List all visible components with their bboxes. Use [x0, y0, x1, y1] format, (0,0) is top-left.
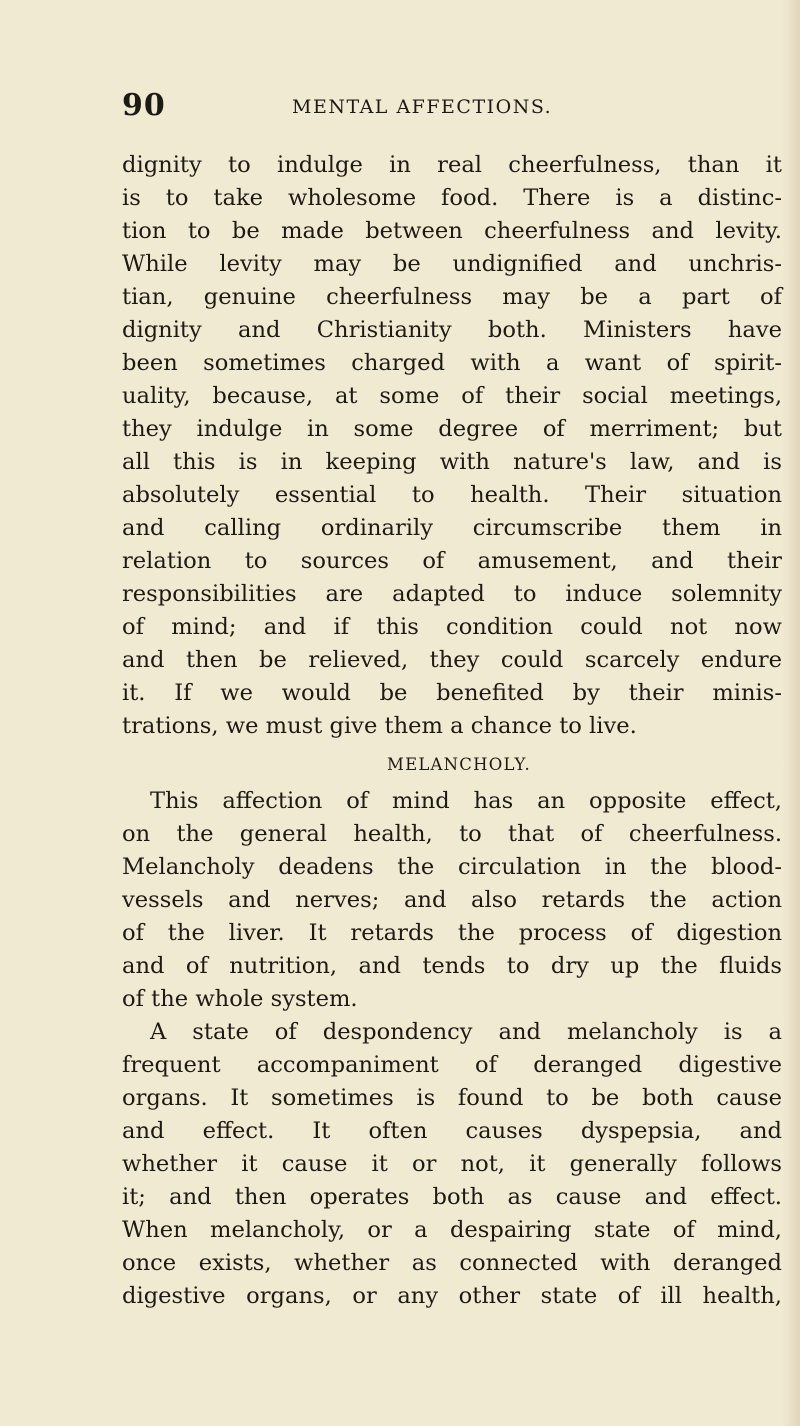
paragraph-cheerfulness: [122, 149, 782, 743]
running-head: [122, 88, 782, 128]
text-line: dignity and Christianity both. Ministers have: [122, 317, 782, 343]
text-line: of the liver. It retards the process of digestion: [122, 920, 782, 946]
running-title: MENTAL AFFECTIONS.: [292, 96, 553, 118]
text-line: and calling ordinarily circumscribe them in: [122, 515, 782, 541]
text-line: organs. It sometimes is found to be both cause: [122, 1085, 782, 1111]
text-line: frequent accompaniment of deranged digestive: [122, 1052, 782, 1078]
text-line: dignity to indulge in real cheerfulness, than it: [122, 152, 782, 178]
page-number: 90: [122, 88, 166, 123]
text-line: it. If we would be benefited by their minis-: [122, 680, 782, 706]
text-line: and effect. It often causes dyspepsia, and: [122, 1118, 782, 1144]
text-line: absolutely essential to health. Their situation: [122, 482, 782, 508]
section-heading: MELANCHOLY.: [387, 755, 531, 774]
text-line: digestive organs, or any other state of ill health,: [122, 1283, 782, 1309]
text-line: vessels and nerves; and also retards the action: [122, 887, 782, 913]
text-line: tian, genuine cheerfulness may be a part of: [122, 284, 782, 310]
text-line: Melancholy deadens the circulation in the blood-: [122, 854, 782, 880]
text-line: relation to sources of amusement, and their: [122, 548, 782, 574]
text-line: trations, we must give them a chance to live.: [122, 713, 637, 739]
text-line: on the general health, to that of cheerfulness.: [122, 821, 782, 847]
text-line: whether it cause it or not, it generally follows: [122, 1151, 782, 1177]
text-line: been sometimes charged with a want of spirit-: [122, 350, 782, 376]
text-line: it; and then operates both as cause and effect.: [122, 1184, 782, 1210]
text-line: A state of despondency and melancholy is a: [150, 1019, 782, 1045]
body-text: [122, 149, 782, 1313]
text-line: and of nutrition, and tends to dry up the fluids: [122, 953, 782, 979]
paragraph-despondency: [122, 1016, 782, 1313]
text-line: of mind; and if this condition could not now: [122, 614, 782, 640]
text-line: uality, because, at some of their social meetings,: [122, 383, 782, 409]
text-line: While levity may be undignified and unchris-: [122, 251, 782, 277]
text-line: tion to be made between cheerfulness and levity.: [122, 218, 782, 244]
text-line: of the whole system.: [122, 986, 358, 1012]
page-edge-shadow: [782, 0, 800, 1426]
text-line: responsibilities are adapted to induce solemnity: [122, 581, 782, 607]
text-line: is to take wholesome food. There is a distinc-: [122, 185, 782, 211]
text-line: all this is in keeping with nature's law, and is: [122, 449, 782, 475]
paragraph-melancholy-effects: [122, 785, 782, 1016]
text-line: once exists, whether as connected with deranged: [122, 1250, 782, 1276]
text-line: they indulge in some degree of merriment; but: [122, 416, 782, 442]
text-line: This affection of mind has an opposite effect,: [150, 788, 782, 814]
text-line: When melancholy, or a despairing state of mind,: [122, 1217, 782, 1243]
text-line: and then be relieved, they could scarcely endure: [122, 647, 782, 673]
